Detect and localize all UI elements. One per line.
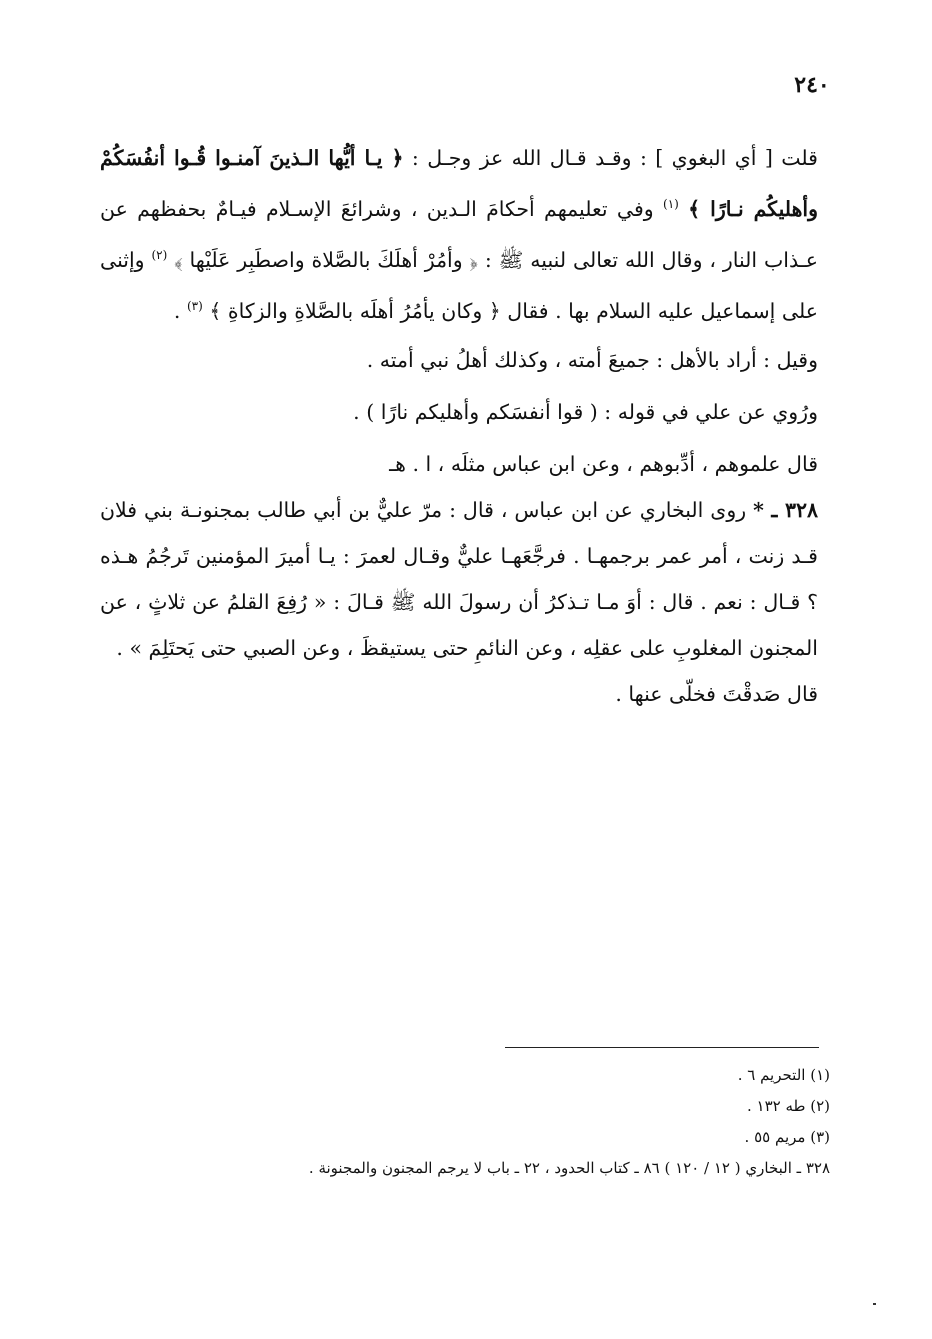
paragraph-1-middle-2: وإثنى على إسماعيل عليه السلام بها . فقال	[100, 247, 818, 323]
footnote-1: (١) التحريم ٦ .	[737, 1066, 830, 1084]
paragraph-6: قال صَدقْتَ فخلّى عنها .	[615, 682, 818, 707]
hadith-text: روى البخاري عن ابن عباس ، قال : مرّ عليٌّ بن أبي طالب بمجنونـة بني فلان قـد زنت ، أمر عمر برجمهـا . فرجَّعَهـا عليٌّ وقـال لعمرَ : يـا أميرَ المؤمنين تَرجُمُ هـذه ؟ قـال : نعم . قال : أوَ مـا تـذكرُ أن رسولَ الله ﷺ قـالَ : « رُفِعَ القلمُ عن ثلاثٍ ، عن المجنون المغلوبِ على عقلِه ، وعن النائمِ حتى يستيقظَ ، وعن الصبي حتى يَحتَلِمَ » .	[100, 498, 818, 661]
quran-quote-1: ﴿ يـا أيُّها الـذينَ آمنـوا قُـوا أنفُسَكُمْ وأهليكُم نـارًا ﴾	[100, 146, 818, 221]
scan-speck	[873, 1303, 876, 1305]
footnote-ref-1: (١)	[663, 197, 679, 211]
hadith-number: ٣٢٨ ـ *	[753, 498, 818, 523]
footnote-ref-3: (٣)	[186, 298, 203, 313]
main-text-block	[100, 135, 818, 717]
footnote-divider	[505, 1047, 819, 1048]
quran-quote-3: ﴿ وكان يأمُرُ أهلَه بالصَّلاةِ والزكاةِ ﴾	[209, 298, 501, 323]
paragraph-3: ورُوي عن علي في قوله : ( قوا أنفسَكم وأهليكم نارًا ) .	[353, 400, 818, 425]
footnote-ref-2: (٢)	[151, 247, 168, 262]
footnote-2: (٢) طه ١٣٢ .	[746, 1097, 830, 1115]
footnote-4: ٣٢٨ ـ البخاري ( ١٢ / ١٢٠ ) ٨٦ ـ كتاب الحدود ، ٢٢ ـ باب لا يرجم المجنون والمجنونة .	[308, 1159, 830, 1177]
paragraph-5	[100, 487, 818, 671]
paragraph-1	[100, 135, 818, 333]
paragraph-2: وقيل : أراد بالأهل : جميعَ أمته ، وكذلك أهلُ نبي أمته .	[366, 348, 818, 373]
paragraph-4: قال علموهم ، أدِّبوهم ، وعن ابن عباس مثلَه ، ا . هـ	[389, 452, 818, 477]
paragraph-1-intro: قلت [ أي البغوي ] : وقـد قـال الله عز وجـل :	[403, 146, 818, 170]
footnote-3: (٣) مريم ٥٥ .	[744, 1128, 830, 1146]
page-number: ٢٤٠	[794, 72, 830, 98]
quran-quote-2: ﴿ وأمُرْ أهلَكَ بالصَّلاة واصطَبِر عَلَيْها ﴾	[174, 247, 478, 272]
paragraph-1-end: .	[173, 298, 187, 323]
paragraph-1-middle-1: وفي تعليمهم أحكامَ الـدين ، وشرائعَ الإسـلام فيـامٌ بحفظهم عن عـذاب النار ، وقال الله تعالى لنبيه ﷺ :	[100, 196, 818, 272]
footnotes	[290, 1060, 830, 1184]
